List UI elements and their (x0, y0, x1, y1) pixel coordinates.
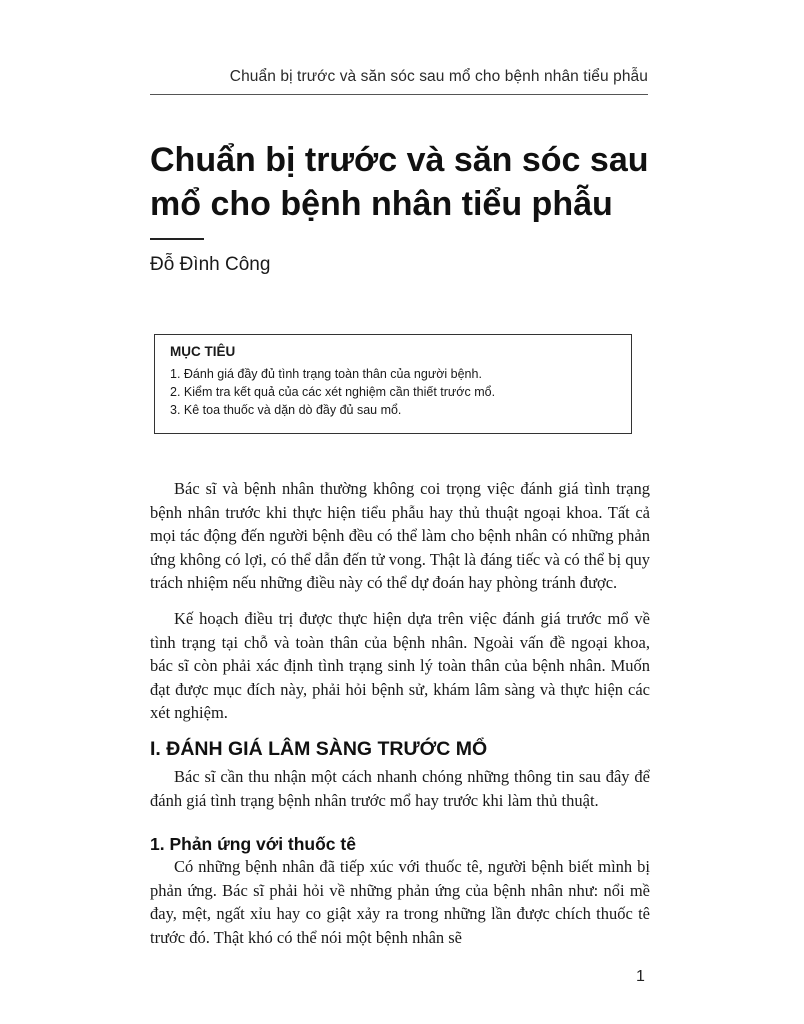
intro-paragraph-2: Kế hoạch điều trị được thực hiện dựa trên việc đánh giá trước mổ về tình trạng tại chỗ và toàn thân của bệnh nhân. Ngoài vấn đề ngoại khoa, bác sĩ còn phải xác định tình trạng sinh lý toàn thân của bệnh nhân. Muốn đạt được mục đích này, phải hỏi bệnh sử, khám lâm sàng và thực hiện các xét nghiệm. (150, 609, 650, 722)
objective-item: 1. Đánh giá đầy đủ tình trạng toàn thân của người bệnh. (170, 367, 482, 381)
author-name: Đỗ Đình Công (150, 254, 271, 275)
page-number: 1 (636, 968, 645, 985)
section-paragraph: Bác sĩ cần thu nhận một cách nhanh chóng những thông tin sau đây để đánh giá tình trạng bệnh nhân trước mổ hay trước khi làm thủ thuật. (150, 767, 650, 810)
objectives-box (154, 334, 632, 434)
objective-item: 3. Kê toa thuốc và dặn dò đầy đủ sau mổ. (170, 403, 402, 417)
objective-item: 2. Kiểm tra kết quả của các xét nghiệm cần thiết trước mổ. (170, 385, 496, 399)
intro-paragraph-1: Bác sĩ và bệnh nhân thường không coi trọng việc đánh giá tình trạng bệnh nhân trước khi thực hiện tiểu phẫu hay thủ thuật ngoại khoa. Tất cả mọi tác động đến người bệnh đều có thể làm cho bệnh nhân có những phản ứng không có lợi, có thể dẫn đến tử vong. Thật là đáng tiếc và có thể bị quy trách nhiệm nếu những điều này có thể dự đoán hay phòng tránh được. (150, 479, 650, 592)
title-underline (150, 238, 204, 240)
chapter-title-line-2: mổ cho bệnh nhân tiểu phẫu (150, 185, 613, 223)
header-divider (150, 94, 648, 95)
objectives-heading: MỤC TIÊU (170, 344, 236, 359)
chapter-title-line-1: Chuẩn bị trước và săn sóc sau (150, 141, 649, 179)
running-header: Chuẩn bị trước và săn sóc sau mổ cho bệnh nhân tiểu phẫu (229, 68, 648, 85)
subsection-paragraph: Có những bệnh nhân đã tiếp xúc với thuốc tê, người bệnh biết mình bị phản ứng. Bác sĩ phải hỏi về những phản ứng của bệnh nhân như: nổi mề đay, mệt, ngất xỉu hay co giật xảy ra trong những lần được chích thuốc tê trước đó. Thật khó có thể nói một bệnh nhân sẽ (150, 857, 650, 947)
chapter-title (150, 138, 670, 226)
section-heading: I. ĐÁNH GIÁ LÂM SÀNG TRƯỚC MỔ (150, 738, 488, 760)
subsection-heading: 1. Phản ứng với thuốc tê (150, 834, 356, 854)
